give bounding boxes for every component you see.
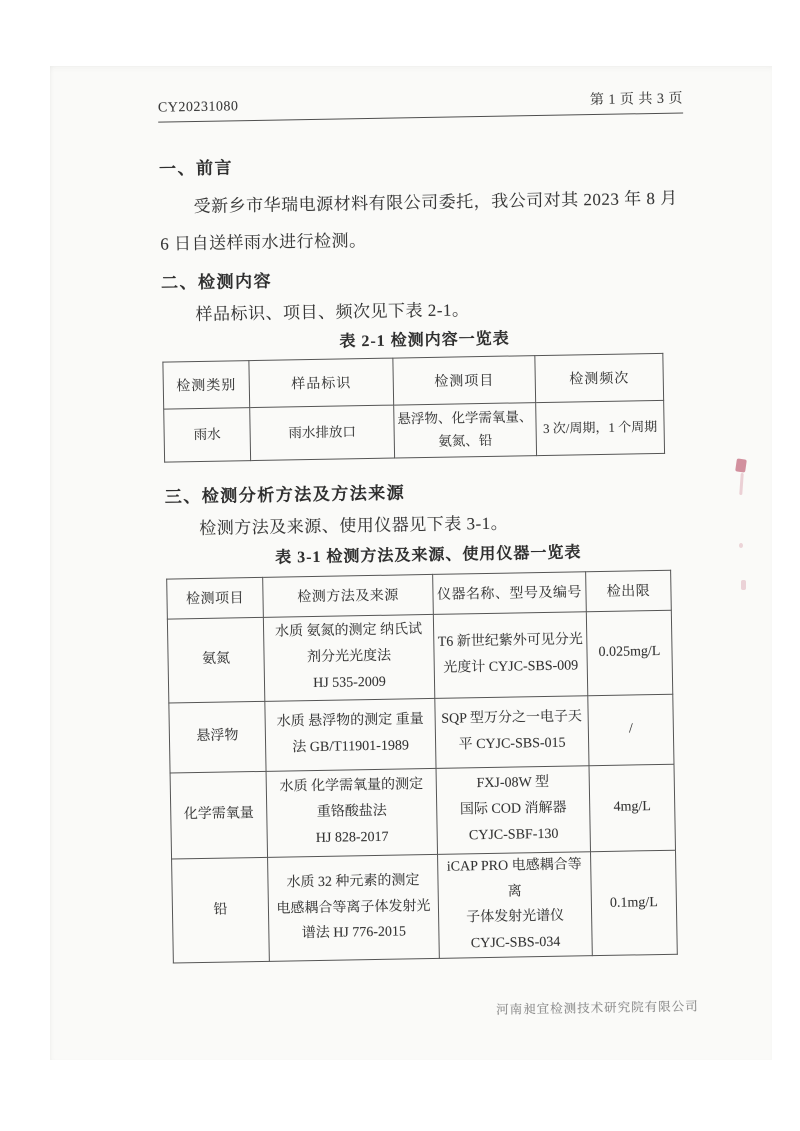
table-2-1-caption: 表 2-1 检测内容一览表 — [339, 330, 510, 351]
table-cell: / — [588, 694, 674, 765]
table-cell: iCAP PRO 电感耦合等离 子体发射光谱仪 CYJC-SBS-034 — [438, 851, 593, 958]
stamp-bleed-dot — [741, 580, 746, 590]
stamp-bleed-dot — [739, 543, 743, 548]
column-header: 样品标识 — [249, 358, 394, 408]
table-cell: 悬浮物、化学需氧量、 氨氮、铅 — [394, 403, 537, 458]
table-cell: 雨水 — [164, 408, 251, 462]
document-header — [158, 87, 683, 122]
table-cell: 化学需氧量 — [170, 771, 267, 859]
document-page — [50, 66, 772, 1060]
table-row — [169, 694, 674, 773]
table-cell: T6 新世纪紫外可见分光 光度计 CYJC-SBS-009 — [433, 611, 587, 698]
preface-paragraph: 受新乡市华瑞电源材料有限公司委托，我公司对其 2023 年 8 月 6 日自送样雨水进行检测。 — [160, 188, 678, 254]
column-header: 检测项目 — [167, 577, 264, 619]
company-name: 河南昶宜检测技术研究院有限公司 — [496, 999, 699, 1018]
table-3-1-caption: 表 3-1 检测方法及来源、使用仪器一览表 — [275, 544, 582, 567]
section-heading-methods: 三、检测分析方法及方法来源 — [164, 483, 406, 507]
table-cell: SQP 型万分之一电子天 平 CYJC-SBS-015 — [435, 695, 589, 768]
stamp-bleed-mark — [735, 458, 747, 472]
column-header: 检测项目 — [393, 356, 536, 405]
table-cell: 悬浮物 — [169, 701, 266, 773]
column-header: 检测频次 — [535, 354, 664, 403]
table-cell: 3 次/周期，1 个周期 — [536, 401, 665, 456]
table-3-1 — [166, 569, 678, 963]
table-cell: 水质 氨氮的测定 纳氏试 剂分光光度法 HJ 535-2009 — [263, 614, 434, 701]
section-heading-test-content: 二、检测内容 — [160, 271, 273, 293]
table-row — [172, 850, 678, 963]
page-content — [158, 87, 699, 1023]
table-cell: 水质 悬浮物的测定 重量 法 GB/T11901-1989 — [265, 698, 436, 771]
column-header: 检测类别 — [163, 361, 250, 409]
table-2-1 — [162, 353, 665, 463]
column-header: 检测方法及来源 — [263, 574, 434, 617]
column-header: 仪器名称、型号及编号 — [433, 571, 587, 614]
table-cell: 水质 32 种元素的测定 电感耦合等离子体发射光 谱法 HJ 776-2015 — [268, 854, 440, 962]
section-heading-preface: 一、前言 — [158, 158, 234, 179]
report-number: CY20231080 — [157, 99, 239, 116]
table-cell: 雨水排放口 — [250, 405, 395, 461]
table-cell: 水质 化学需氧量的测定 重铬酸盐法 HJ 828-2017 — [266, 768, 437, 857]
table-row — [170, 764, 675, 859]
table-row — [164, 401, 665, 463]
methods-intro: 检测方法及来源、使用仪器见下表 3-1。 — [199, 513, 509, 539]
column-header: 检出限 — [586, 570, 672, 611]
table-cell: 0.1mg/L — [590, 850, 677, 956]
table-cell: 铅 — [172, 857, 270, 963]
table-cell: 氨氮 — [167, 617, 264, 703]
test-content-intro: 样品标识、项目、频次见下表 2-1。 — [195, 300, 470, 325]
table-cell: 4mg/L — [589, 764, 675, 851]
table-row — [167, 610, 672, 703]
page-indicator: 第 1 页 共 3 页 — [589, 91, 684, 109]
table-cell: FXJ-08W 型 国际 COD 消解器 CYJC-SBF-130 — [436, 765, 590, 854]
table-cell: 0.025mg/L — [586, 610, 672, 695]
